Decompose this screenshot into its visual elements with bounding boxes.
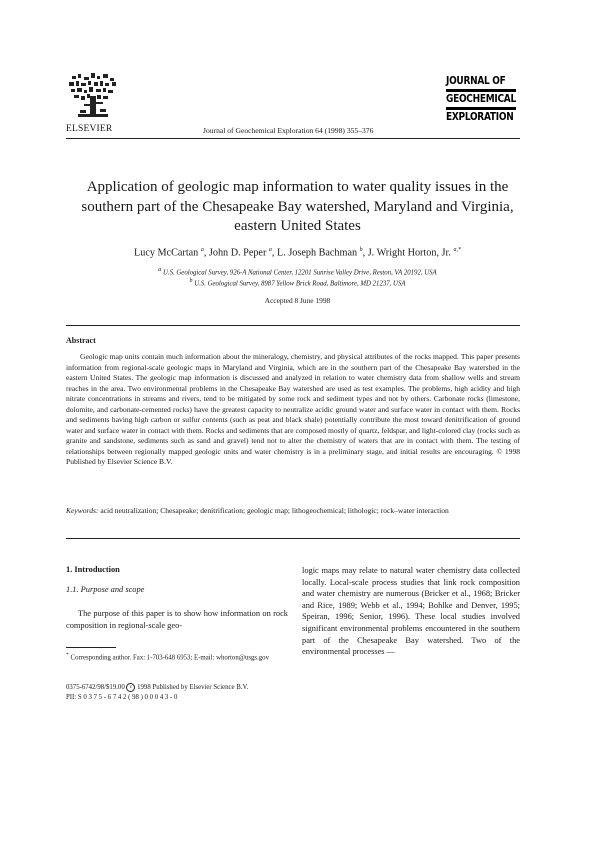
accepted-date: Accepted 8 June 1998 <box>264 296 331 305</box>
author-name: Lucy McCartan <box>134 247 199 259</box>
right-column <box>302 565 520 658</box>
affiliation-mark: b <box>189 278 193 284</box>
affiliation-text: U.S. Geological Survey, 8987 Yellow Brick Road, Baltimore, MD 21237, USA <box>194 280 406 288</box>
section-heading: 1. Introduction <box>66 565 120 574</box>
journal-logo <box>446 76 522 124</box>
author-list: Lucy McCartan $^a$, John D. Peper $^a$, L. Joseph Bachman $^b$, J. Wright Horton, Jr. $^{a,*}$ <box>134 247 461 259</box>
subsection-heading: 1.1. Purpose and scope <box>66 585 145 594</box>
keywords <box>66 506 520 517</box>
affiliation-text: U.S. Geological Survey, 926-A National Center, 12201 Sunrise Valley Drive, Reston, VA 20192, USA <box>162 269 437 277</box>
article-title: Application of geologic map information to water quality issues in the southern part of the Chesapeake Bay watershed, Maryland and Virginia, eastern United States <box>81 179 514 234</box>
abstract-bottom-rule <box>66 538 520 539</box>
left-column <box>66 565 288 631</box>
abstract-heading: Abstract <box>66 336 96 345</box>
footnote-text: Corresponding author. Fax: 1-703-648 6953; E-mail: whorton@usgs.gov <box>70 654 269 662</box>
author-affiliation-mark: b <box>359 247 363 253</box>
footnote <box>66 651 288 663</box>
header-rule <box>66 138 520 139</box>
journal-reference: Journal of Geochemical Exploration 64 (1998) 355–376 <box>203 126 374 135</box>
pii-line: PII: S 0 3 7 5 - 6 7 4 2 ( 98 ) 0 0 0 4 3 - 0 <box>66 694 178 702</box>
author-affiliation-mark: a <box>200 247 204 253</box>
keywords-label: Keywords: <box>66 506 99 515</box>
affiliation <box>60 267 535 276</box>
issn-line <box>66 683 306 693</box>
author-name: J. Wright Horton, Jr. <box>367 247 451 259</box>
author-name: L. Joseph Bachman <box>277 247 358 259</box>
journal-logo-line-3: EXPLORATION <box>446 112 514 123</box>
copyright-icon: c <box>126 683 135 692</box>
footnote-mark: * <box>66 652 69 658</box>
author-affiliation-mark: a <box>268 247 272 253</box>
keywords-list: acid neutralization; Chesapeake; denitrification; geologic map; lithogeochemical; lithologic; rock–water interaction <box>100 506 449 515</box>
elsevier-tree-logo <box>66 72 120 120</box>
front-matter <box>66 683 306 703</box>
author-name: John D. Peper <box>208 247 267 259</box>
publisher-name: ELSEVIER <box>66 124 113 134</box>
journal-logo-bar <box>446 107 516 110</box>
body-paragraph: The purpose of this paper is to show how information on rock composition in regional-scale geo- <box>66 609 288 630</box>
abstract-text: Geologic map units contain much information about the mineralogy, chemistry, and physical attributes of the rocks mapped. This paper presents information from regional-scale geologic maps in Maryland and Virginia, which are in the southern part of the Chesapeake Bay watershed in the eastern United States. The geologic map information is discussed and analyzed in relation to water chemistry data from shallow wells and stream reaches in the area. Two environmental problems in the Chesapeake Bay watershed are used as test examples. The problems, high acidity and high nitrate concentrations in streams and rivers, tend to be mitigated by some rock and sediment types and not by others. Carbonate rocks (limestone, dolomite, and carbonate-cemented rocks) have the greatest capacity to neutralize acidic ground water and surface water in contact with them. Rocks and sediments having high carbon or sulfur contents (such as peat and black shale) potentially contribute the most toward denitrification of ground water and surface water in contact with them. Rocks and sediments that are composed mostly of quartz, feldspar, and light-colored clay (rocks such as granite and sandstone, sediments such as sand and gravel) tend not to alter the chemistry of waters that are in contact with them. The testing of relationships between regionally mapped geologic units and water chemistry is in a preliminary stage, and initial results are encouraging. © 1998 Published by Elsevier Science B.V. <box>66 352 520 466</box>
journal-logo-line-1: JOURNAL OF <box>446 76 506 87</box>
journal-logo-line-2: GEOCHEMICAL <box>446 94 516 105</box>
footnote-rule <box>66 647 116 648</box>
journal-logo-bar <box>446 89 516 92</box>
abstract-top-rule <box>66 325 520 326</box>
issn-price: 0375-6742/98/$19.00 <box>66 684 125 692</box>
affiliation <box>60 278 535 287</box>
body-paragraph: logic maps may relate to natural water chemistry data collected locally. Local-scale process studies that link rock composition and water chemistry are numerous (Bricker et al., 1968; Bricker and Rice, 1989; Webb et al., 1994; Bohlke and Denver, 1995; Speiran, 1996; Senior, 1996). These local studies involved significant environmental problems encountered in the southern part of the Chesapeake Bay watershed. Two of the environmental processes — <box>302 566 520 657</box>
copyright-notice: 1998 Published by Elsevier Science B.V. <box>137 684 249 692</box>
affiliation-mark: a <box>158 267 162 273</box>
author-affiliation-mark: a,* <box>453 247 461 253</box>
